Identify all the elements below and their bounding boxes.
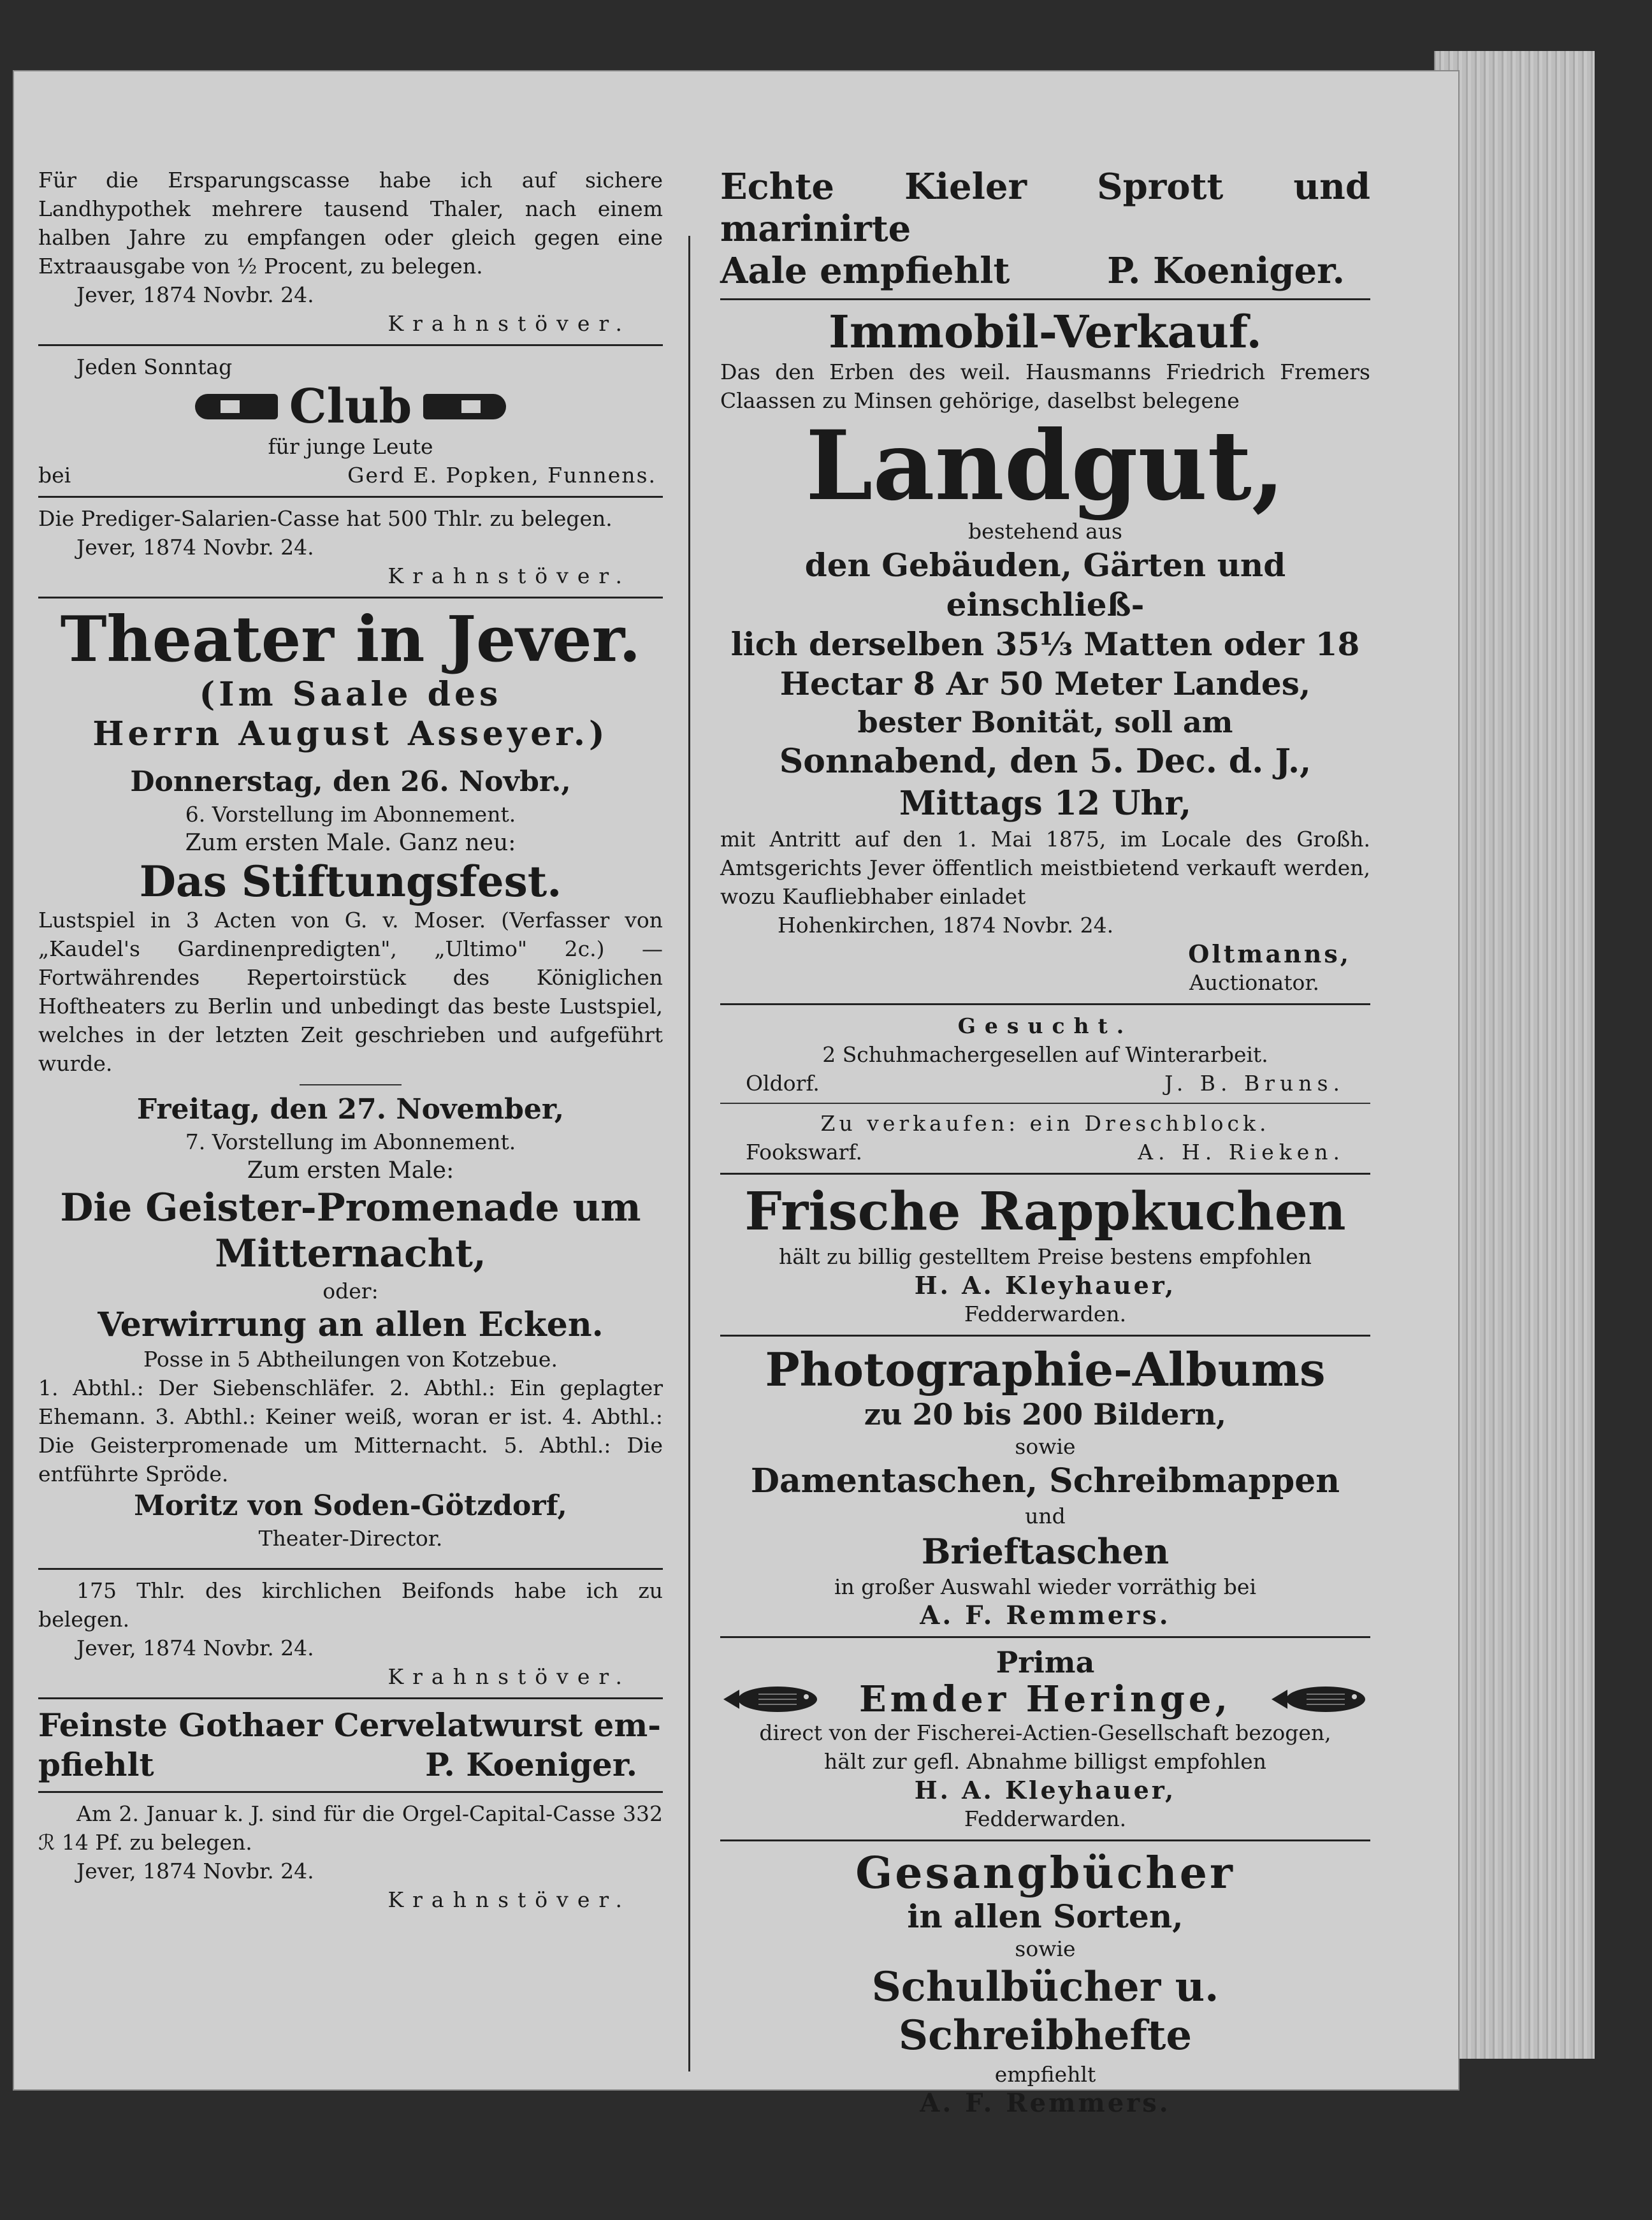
photo-text: in großer Auswahl wieder vorräthig bei [834, 1574, 1256, 1599]
pointing-hand-icon [195, 394, 278, 419]
divider [720, 298, 1370, 300]
ad-orgel [38, 1799, 663, 1914]
ad-signer: Krahnstöver. [388, 1887, 631, 1912]
books-sub: in allen Sorten, [907, 1897, 1184, 1935]
verkaufen-footer [720, 1138, 1370, 1166]
divider [38, 496, 663, 498]
theater-title: Theater in Jever. [60, 603, 641, 676]
photo-and-2: und [1025, 1504, 1066, 1528]
immobil-title: Immobil-Verkauf. [829, 305, 1262, 358]
ad-date: Jever, 1874 Novbr. 24. [76, 1859, 314, 1883]
divider [38, 344, 663, 346]
club-sub: für junge Leute [268, 434, 433, 459]
ad-beifonds [38, 1576, 663, 1691]
heringe-name: H. A. Kleyhauer, [914, 1776, 1177, 1804]
theater-play-2c: Verwirrung an allen Ecken. [98, 1305, 604, 1344]
verkaufen-place: Fookswarf. [746, 1140, 862, 1164]
photo-sub: zu 20 bis 200 Bildern, [864, 1397, 1227, 1432]
divider [38, 597, 663, 599]
theater-first-2: Zum ersten Male: [247, 1157, 454, 1184]
club-title: Club [289, 379, 412, 434]
gesucht-name: J. B. Bruns. [1164, 1071, 1345, 1096]
immobil-l1: den Gebäuden, Gärten und einschließ- [804, 546, 1286, 623]
photo-item: Damentaschen, Schreibmappen [750, 1462, 1340, 1500]
left-column [38, 166, 663, 1914]
divider [720, 1335, 1370, 1337]
divider [720, 1003, 1370, 1005]
divider [38, 1791, 663, 1793]
immobil-l5: Sonnabend, den 5. Dec. d. J., [779, 742, 1312, 781]
immobil-l4: bester Bonität, soll am [857, 705, 1233, 739]
immobil-consisting: bestehend aus [968, 519, 1122, 544]
immobil-l6: Mittags 12 Uhr, [899, 784, 1192, 823]
ad-photo-albums [720, 1343, 1370, 1630]
ad-cervelatwurst [38, 1706, 663, 1785]
gesucht-place: Oldorf. [746, 1071, 820, 1096]
newspaper-page [13, 70, 1460, 2118]
heringe-title-row [720, 1680, 1370, 1718]
theater-play-2a: Die Geister-Promenade um [60, 1186, 641, 1230]
books-item: Schulbücher u. Schreibhefte [871, 1963, 1219, 2059]
immobil-landgut: Landgut, [805, 410, 1286, 522]
ad-text: Am 2. Januar k. J. sind für die Orgel-Capital-Casse 332 ℛ 14 Pf. zu belegen. [38, 1801, 663, 1855]
books-rec: empfiehlt [994, 2062, 1096, 2087]
ad-heringe [720, 1644, 1370, 1833]
divider [720, 1636, 1370, 1638]
theater-genre: Posse in 5 Abtheilungen von Kotzebue. [143, 1347, 558, 1372]
ad-theater [38, 605, 663, 1553]
theater-perf-1: 6. Vorstellung im Abonnement. [185, 802, 516, 827]
club-host: Gerd E. Popken, Funnens. [347, 463, 656, 488]
photo-item-2: Brieftaschen [921, 1531, 1170, 1572]
immobil-signer: Oltmanns, [1188, 940, 1351, 968]
club-intro: Jeden Sonntag [76, 354, 233, 379]
sprott-line-2 [720, 250, 1370, 292]
theater-venue-1: (Im Saale des [199, 675, 502, 714]
books-title: Gesangbücher [855, 1848, 1235, 1899]
photo-name: A. F. Remmers. [920, 1600, 1171, 1630]
theater-play-2b: Mitternacht, [215, 1231, 486, 1276]
immobil-body: mit Antritt auf den 1. Mai 1875, im Locale des Großh. Amtsgerichts Jever öffentlich meistbietend verkauft werden, wozu Kaufliebhaber einladet [720, 827, 1370, 909]
photo-and-1: sowie [1015, 1434, 1076, 1459]
rapp-title: Frische Rappkuchen [744, 1181, 1346, 1242]
club-host-row [38, 461, 663, 490]
verkaufen-text: Zu verkaufen: ein Dreschblock. [820, 1111, 1270, 1136]
gesucht-title: Gesucht. [957, 1013, 1133, 1038]
heringe-prima: Prima [996, 1645, 1095, 1680]
ad-gesucht [720, 1012, 1370, 1098]
divider [38, 1697, 663, 1699]
ad-date: Jever, 1874 Novbr. 24. [76, 535, 314, 560]
rapp-name: H. A. Kleyhauer, [914, 1271, 1177, 1300]
ad-sprott [720, 166, 1370, 292]
ad-date: Jever, 1874 Novbr. 24. [76, 1636, 314, 1660]
theater-desc-1: Lustspiel in 3 Acten von G. v. Moser. (Verfasser von „Kaudel's Gardinenpredigten", „Ultimo" 2c.) — Fortwährendes Repertoirstück des Königlichen Hoftheaters zu Berlin und unbedingt das beste Lustspiel, welches in der letzten Zeit geschrieben und aufgeführt wurde. [38, 908, 663, 1076]
sprott-line-1: Echte Kieler Sprott und marinirte [720, 166, 1370, 250]
theater-director: Moritz von Soden-Götzdorf, [134, 1490, 567, 1522]
ad-rappkuchen [720, 1181, 1370, 1328]
immobil-intro: Das den Erben des weil. Hausmanns Friedrich Fremers Claassen zu Minsen gehörige, daselbst belegene [720, 359, 1370, 413]
ad-signer: Krahnstöver. [388, 563, 631, 588]
ad-signer: Krahnstöver. [388, 1664, 631, 1689]
theater-day-1: Donnerstag, den 26. Novbr., [130, 765, 571, 798]
divider [38, 1568, 663, 1570]
immobil-l2: lich derselben 35⅓ Matten oder 18 [730, 625, 1360, 663]
ad-ersparungscasse [38, 166, 663, 338]
fish-icon [720, 1680, 822, 1718]
sprott-seller: P. Koeniger. [1107, 250, 1345, 292]
ad-gesangbuecher [720, 1848, 1370, 2117]
ad-club [38, 352, 663, 490]
fish-icon [1268, 1680, 1370, 1718]
heringe-place: Fedderwarden. [964, 1806, 1127, 1831]
books-name: A. F. Remmers. [920, 2088, 1171, 2118]
heringe-title: Emder Heringe, [859, 1678, 1232, 1720]
sprott-verb: Aale empfiehlt [720, 250, 1010, 292]
wurst-seller: P. Koeniger. [425, 1746, 637, 1783]
immobil-role: Auctionator. [1189, 970, 1319, 995]
heringe-text-2: hält zur gefl. Abnahme billigst empfohlen [824, 1749, 1266, 1774]
theater-play-1: Das Stiftungsfest. [139, 857, 562, 906]
divider [720, 1839, 1370, 1841]
club-by: bei [38, 463, 71, 488]
divider [720, 1173, 1370, 1175]
ad-verkaufen [720, 1109, 1370, 1166]
column-divider [688, 236, 690, 2071]
short-divider [300, 1084, 402, 1085]
theater-venue-2: Herrn August Asseyer.) [92, 715, 609, 753]
gesucht-footer [720, 1069, 1370, 1098]
wurst-line-2 [38, 1745, 663, 1785]
rapp-place: Fedderwarden. [964, 1302, 1127, 1326]
photo-title: Photographie-Albums [765, 1342, 1326, 1397]
right-column [720, 166, 1370, 2117]
theater-day-2: Freitag, den 27. November, [136, 1093, 565, 1126]
ad-text: 175 Thlr. des kirchlichen Beifonds habe ich zu belegen. [38, 1578, 663, 1632]
theater-or: oder: [322, 1279, 379, 1303]
ad-date: Jever, 1874 Novbr. 24. [76, 282, 314, 307]
ad-text: Die Prediger-Salarien-Casse hat 500 Thlr. zu belegen. [38, 506, 612, 531]
wurst-verb: pfiehlt [38, 1746, 154, 1783]
ad-prediger [38, 504, 663, 590]
theater-perf-2: 7. Vorstellung im Abonnement. [185, 1129, 516, 1154]
theater-director-title: Theater-Director. [258, 1526, 443, 1551]
heringe-text-1: direct von der Fischerei-Actien-Gesellschaft bezogen, [759, 1720, 1331, 1745]
ad-text: Für die Ersparungscasse habe ich auf sichere Landhypothek mehrere tausend Thaler, nach einem halben Jahre zu empfangen oder gleich gegen eine Extraausgabe von ½ Procent, zu belegen. [38, 168, 663, 279]
immobil-l3: Hectar 8 Ar 50 Meter Landes, [779, 665, 1311, 702]
theater-first-1: Zum ersten Male. Ganz neu: [185, 830, 516, 856]
ad-signer: Krahnstöver. [388, 311, 631, 336]
club-title-row [38, 381, 663, 432]
immobil-place: Hohenkirchen, 1874 Novbr. 24. [778, 913, 1114, 938]
ad-immobil [720, 307, 1370, 997]
pointing-hand-icon [423, 394, 506, 419]
theater-acts: 1. Abthl.: Der Siebenschläfer. 2. Abthl.: Ein geplagter Ehemann. 3. Abthl.: Keiner weiß, woran er ist. 4. Abthl.: Die Geisterpromenade um Mitternacht. 5. Abthl.: Die entführte Spröde. [38, 1375, 663, 1486]
verkaufen-name: A. H. Rieken. [1138, 1140, 1345, 1164]
wurst-line-1: Feinste Gothaer Cervelatwurst em- [38, 1706, 662, 1744]
books-and: sowie [1015, 1936, 1076, 1961]
divider [720, 1103, 1370, 1104]
rapp-text: hält zu billig gestelltem Preise bestens empfohlen [778, 1244, 1312, 1269]
gesucht-text: 2 Schuhmachergesellen auf Winterarbeit. [822, 1042, 1268, 1067]
